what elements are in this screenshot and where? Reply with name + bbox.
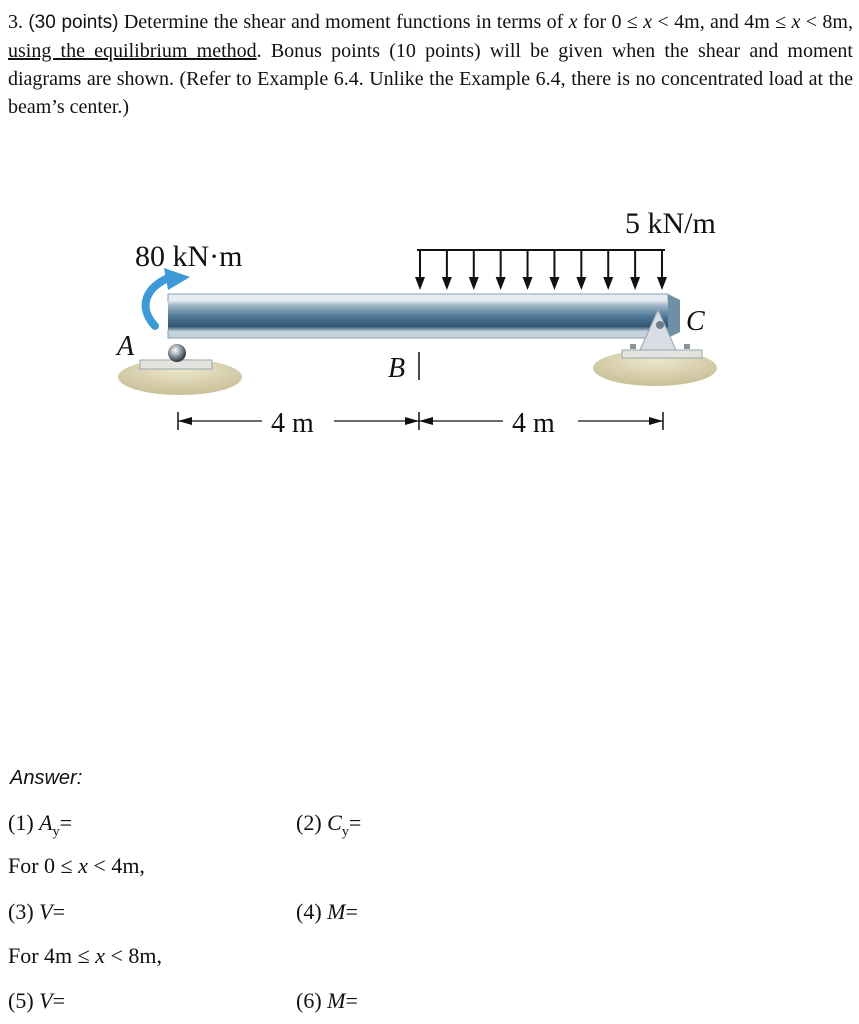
answer-1-sub: y [52,824,60,840]
var-x-2: x [643,11,653,33]
answer-4-var: M [327,899,346,924]
range-2-end: < 8m, [805,11,853,33]
answer-3-var: V [39,899,53,924]
question-text-2: for [582,11,607,33]
answer-1-var: A [39,810,53,835]
answer-3-prefix: (3) [8,899,34,924]
answer-5-eq: = [52,988,66,1013]
load-arrow-head [630,277,640,290]
range-1-prefix: For 0 ≤ [8,853,73,878]
load-arrow-head [576,277,586,290]
moment-label: 80 kN·m [135,240,243,273]
answer-1-prefix: (1) [8,810,34,835]
range-1-var: x [78,853,88,878]
range-2-heading [8,943,162,969]
range-1-heading [8,853,145,879]
load-arrow-head [442,277,452,290]
answer-5-var: V [39,988,53,1013]
load-arrow-head [549,277,559,290]
answer-6-eq: = [345,988,358,1013]
pin-support-a [118,344,242,395]
answer-4-eq: = [345,899,358,924]
range-1-end: < 4m, and [657,11,739,33]
answer-4 [296,899,358,925]
answer-6-var: M [327,988,346,1013]
load-arrow-head [657,277,667,290]
answer-6-prefix: (6) [296,988,322,1013]
load-arrow-head [523,277,533,290]
var-x-1: x [568,11,578,33]
point-b-label: B [388,353,406,384]
question-points: (30 points) [28,12,119,33]
range-2-var: x [95,943,106,968]
dimension-lines [178,412,663,430]
answer-5-prefix: (5) [8,988,34,1013]
load-label: 5 kN/m [625,207,716,240]
answer-5 [8,988,65,1014]
answer-2 [296,810,361,845]
answer-2-var: C [327,810,342,835]
load-arrow-head [603,277,613,290]
load-arrow-head [496,277,506,290]
beam [168,294,680,338]
distributed-load [415,250,667,290]
point-c-label: C [686,306,705,337]
method-underlined: using the equilibrium method [8,40,257,62]
answer-4-prefix: (4) [296,899,322,924]
range-2-suffix: < 8m, [110,943,163,968]
beam-figure [0,180,859,450]
dimension-left-label: 4 m [271,408,314,439]
answer-3 [8,899,65,925]
answer-2-sub: y [341,824,349,840]
range-1-suffix: < 4m, [93,853,145,878]
answer-heading: Answer: [10,767,83,789]
problem-statement [8,8,853,121]
range-1-start: 0 ≤ [611,11,638,33]
question-text-3: . Bonus points (10 points) will be given when the shear and moment diagrams are shown. (Refer to Example 6.4. Unlike the Example 6.4, there is no concentrated load at the beam’s center.) [8,40,853,118]
question-number: 3. [8,11,23,33]
dimension-right-label: 4 m [512,408,555,439]
range-2-prefix: For 4m ≤ [8,943,90,968]
answer-3-eq: = [52,899,66,924]
answer-1 [8,810,72,845]
answer-2-eq: = [348,810,362,835]
question-text-1: Determine the shear and moment functions in terms of [123,11,564,33]
answer-6 [296,988,358,1014]
load-arrow-head [415,277,425,290]
answer-1-eq: = [59,810,73,835]
range-2-start: 4m ≤ [744,11,787,33]
point-a-label: A [117,331,135,362]
load-arrows [415,250,667,290]
var-x-3: x [791,11,801,33]
load-arrow-head [469,277,479,290]
answer-2-prefix: (2) [296,810,322,835]
